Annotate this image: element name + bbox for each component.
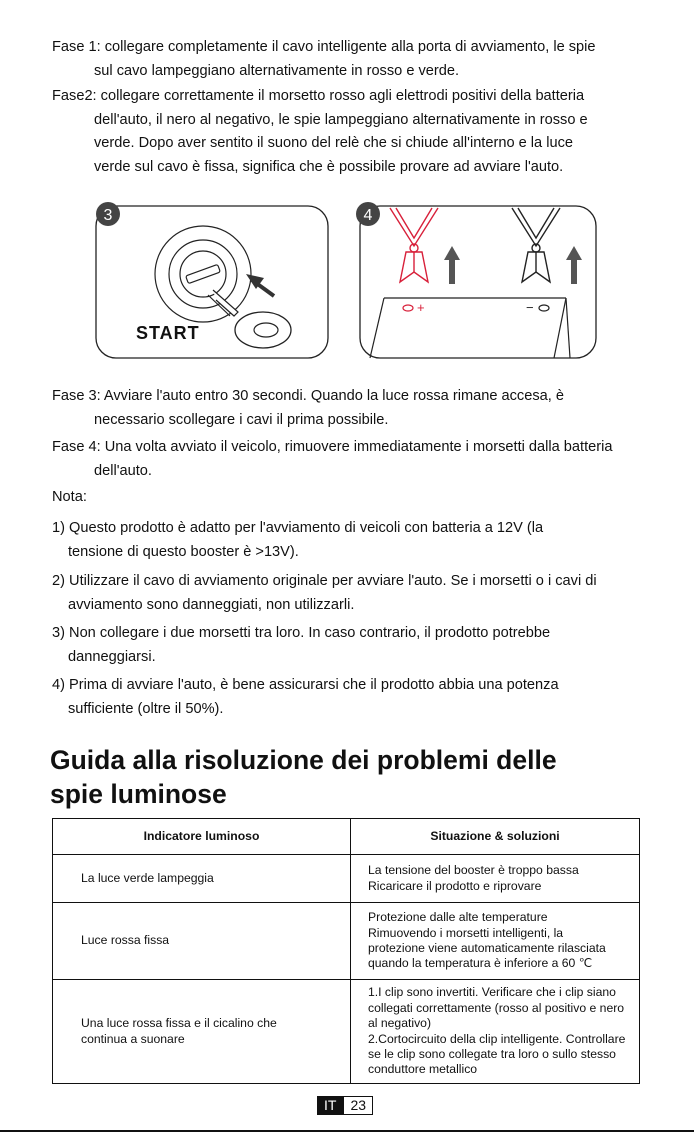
note-1	[52, 517, 662, 564]
table-row	[53, 855, 640, 903]
solution-line: 1.I clip sono invertiti. Verificare che i clip siano	[368, 985, 616, 1000]
indicator-cell: La luce verde lampeggia	[53, 855, 351, 903]
minus-terminal-label: −	[526, 300, 534, 315]
step-1	[52, 36, 662, 83]
table-header-row	[53, 819, 640, 855]
solution-cell	[351, 903, 640, 980]
panel-ignition	[96, 202, 328, 358]
step-4-line: dell'auto.	[94, 462, 152, 479]
step-4	[52, 436, 662, 483]
step-2-line: Fase2: collegare correttamente il morsetto rosso agli elettrodi positivi della batteria	[52, 88, 585, 104]
up-arrow-icon	[444, 246, 460, 284]
note-line: 3) Non collegare i due morsetti tra loro. In caso contrario, il prodotto potrebbe	[52, 625, 551, 641]
note-3	[52, 622, 662, 669]
language-tag: IT	[317, 1096, 343, 1115]
page-number: 23	[343, 1096, 373, 1115]
note-4	[52, 674, 662, 721]
note-line: avviamento sono danneggiati, non utilizzarli.	[68, 596, 355, 613]
note-line: 1) Questo prodotto è adatto per l'avviamento di veicoli con batteria a 12V (la	[52, 520, 544, 536]
note-line: tensione di questo booster è >13V).	[68, 543, 299, 560]
step-2-line: verde sul cavo è fissa, significa che è possibile provare ad avviare l'auto.	[94, 158, 564, 175]
note-line: danneggiarsi.	[68, 648, 156, 665]
solution-line: al negativo)	[368, 1016, 432, 1031]
note-line: 4) Prima di avviare l'auto, è bene assicurarsi che il prodotto abbia una potenza	[52, 677, 559, 693]
solution-line: 2.Cortocircuito della clip intelligente. Controllare	[368, 1031, 626, 1046]
battery-icon	[370, 298, 570, 358]
page-footer	[317, 1096, 373, 1115]
table-row	[53, 903, 640, 980]
solution-line: se le clip sono collegate tra loro o sullo stesso	[368, 1046, 616, 1061]
badge-3-text: 3	[103, 207, 113, 224]
note-label-text: Nota:	[52, 489, 87, 505]
solution-line: quando la temperatura è inferiore a 60 ℃	[368, 956, 593, 971]
solution-line: conduttore metallico	[368, 1062, 478, 1077]
step-3-line: Fase 3: Avviare l'auto entro 30 secondi. Quando la luce rossa rimane accesa, è	[52, 388, 564, 404]
step-4-line: Fase 4: Una volta avviato il veicolo, rimuovere immediatamente i morsetti dalla batteria	[52, 439, 613, 455]
note-line: sufficiente (oltre il 50%).	[68, 700, 224, 717]
red-clamp-icon	[390, 208, 438, 282]
solution-line: La tensione del booster è troppo bassa	[368, 863, 579, 878]
heading-line-1: Guida alla risoluzione dei problemi delle	[50, 745, 557, 775]
note-label	[52, 486, 662, 510]
solution-line: collegati correttamente (rosso al positivo e nero	[368, 1000, 625, 1015]
indicator-cell: Una luce rossa fissa e il cicalino che continua a suonare	[53, 980, 351, 1084]
solution-cell	[351, 980, 640, 1084]
start-label: START	[136, 323, 200, 343]
step-2-line: verde. Dopo aver sentito il suono del relè che si chiude all'interno e la luce	[94, 135, 573, 151]
solution-line: Rimuovendo i morsetti intelligenti, la	[368, 925, 564, 940]
solution-line: protezione viene automaticamente rilasciata	[368, 941, 606, 955]
instruction-figure	[88, 200, 608, 372]
badge-4-text: 4	[363, 207, 373, 224]
step-3	[52, 385, 662, 432]
note-line: 2) Utilizzare il cavo di avviamento originale per avviare l'auto. Se i morsetti o i cavi di	[52, 573, 597, 589]
solution-cell	[351, 855, 640, 903]
bottom-rule	[0, 1130, 694, 1132]
section-heading	[50, 743, 650, 811]
indicator-cell: Luce rossa fissa	[53, 903, 351, 980]
header-solutions: Situazione & soluzioni	[351, 819, 640, 855]
black-clamp-icon	[512, 208, 560, 282]
step-1-line: Fase 1: collegare completamente il cavo intelligente alla porta di avviamento, le spie	[52, 39, 596, 55]
plus-terminal-label: +	[417, 300, 425, 315]
solution-line: Protezione dalle alte temperature	[368, 910, 548, 925]
header-indicator: Indicatore luminoso	[53, 819, 351, 855]
step-2-line: dell'auto, il nero al negativo, le spie lampeggiano alternativamente in rosso e	[94, 111, 588, 128]
step-3-line: necessario scollegare i cavi il prima possibile.	[94, 411, 389, 428]
step-2	[52, 85, 662, 179]
panel-clamps	[356, 202, 596, 358]
note-2	[52, 570, 662, 617]
table-row	[53, 980, 640, 1084]
step-1-line: sul cavo lampeggiano alternativamente in rosso e verde.	[94, 62, 460, 79]
troubleshooting-table	[52, 818, 640, 1084]
heading-line-2: spie luminose	[50, 779, 227, 809]
up-arrow-icon	[566, 246, 582, 284]
solution-line: Ricaricare il prodotto e riprovare	[368, 878, 542, 893]
